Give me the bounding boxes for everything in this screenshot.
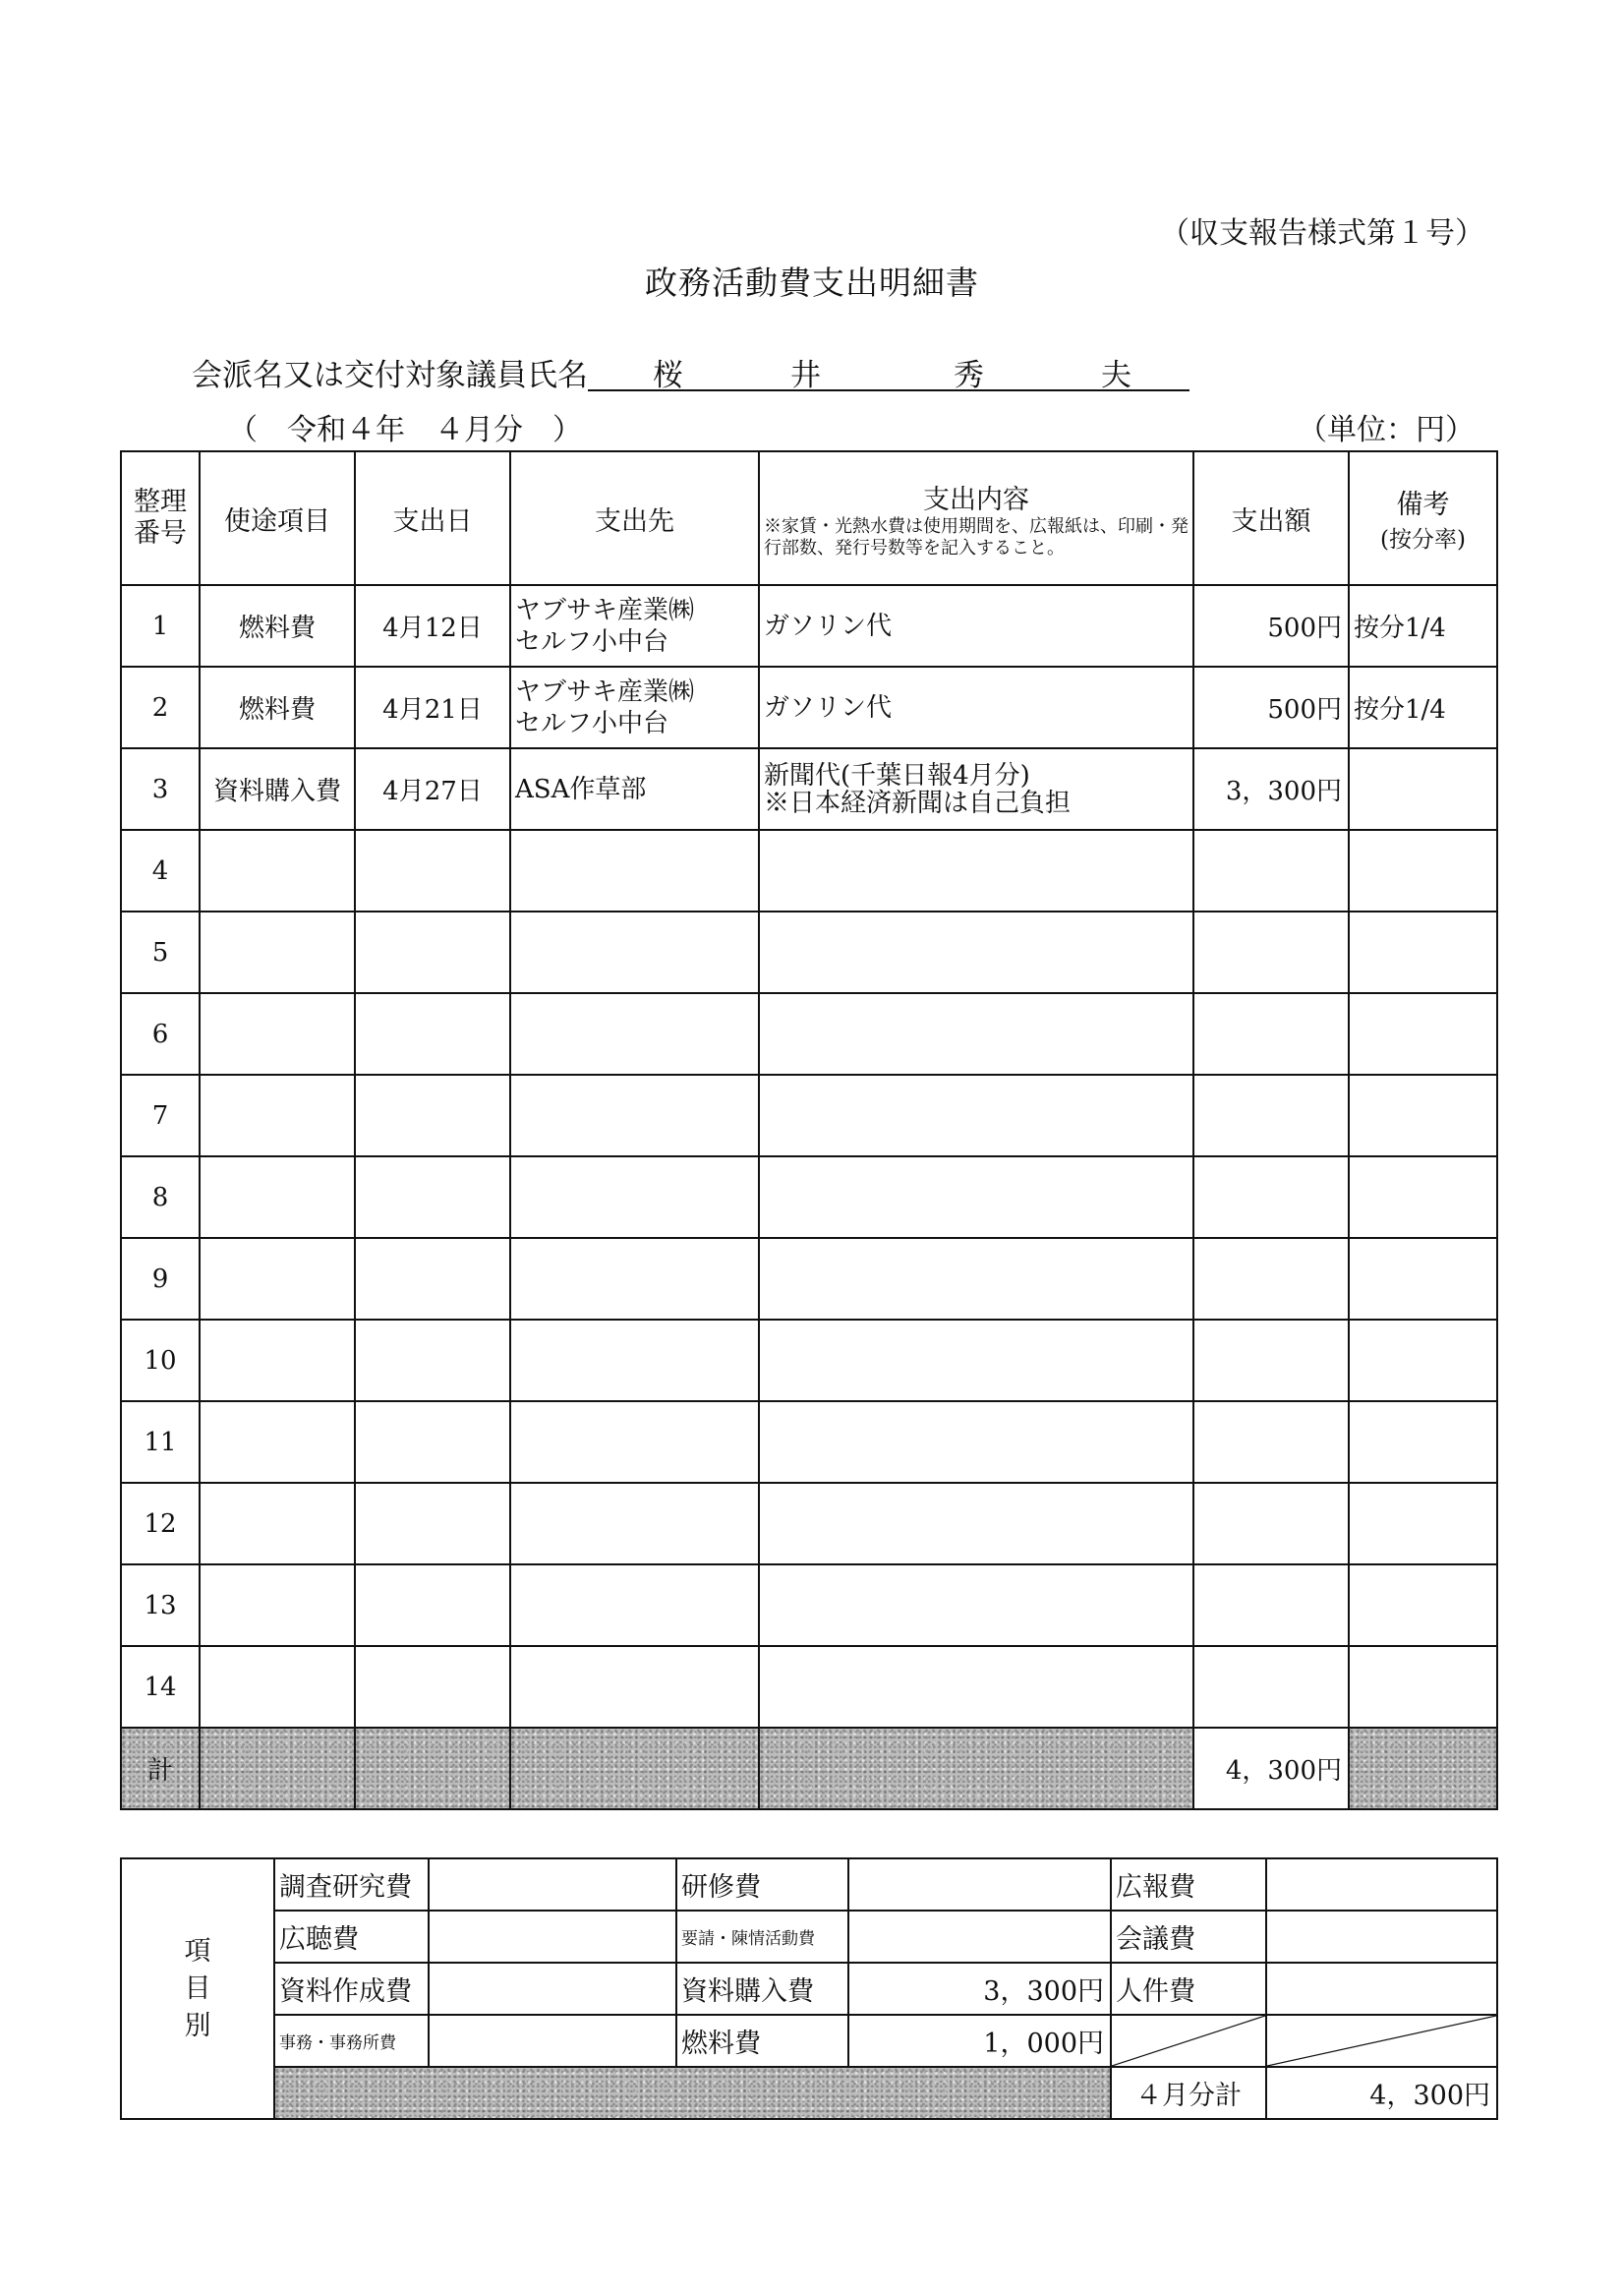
- row-amount: 3，300円: [1193, 748, 1349, 830]
- row-number: 11: [121, 1401, 200, 1483]
- row-amount: [1193, 1564, 1349, 1646]
- currency-unit: （単位：円）: [1298, 413, 1475, 447]
- row-remarks: [1349, 1646, 1497, 1728]
- row-date: [355, 1156, 510, 1238]
- table-row: [121, 667, 1497, 748]
- row-content: ガソリン代: [759, 667, 1193, 748]
- diagonal-strike-cell: [1111, 2015, 1266, 2067]
- header-remarks-title: 備考: [1396, 490, 1450, 520]
- row-date: [355, 1320, 510, 1401]
- row-number: 4: [121, 830, 200, 912]
- table-row: [121, 748, 1497, 830]
- summary-research-label: 調査研究費: [274, 1858, 429, 1911]
- member-name-char: 秀: [954, 358, 984, 393]
- row-remarks: [1349, 1564, 1497, 1646]
- table-row: [121, 1646, 1497, 1728]
- row-amount: [1193, 993, 1349, 1075]
- row-number: 10: [121, 1320, 200, 1401]
- row-date: 4月12日: [355, 585, 510, 667]
- row-number: 12: [121, 1483, 200, 1564]
- row-remarks: [1349, 912, 1497, 993]
- table-row: [121, 1564, 1497, 1646]
- row-content: [759, 1564, 1193, 1646]
- diagonal-strike-cell: [1266, 2015, 1497, 2067]
- page-title: 政務活動費支出明細書: [645, 264, 979, 302]
- row-remarks: 按分1/4: [1349, 585, 1497, 667]
- member-name-char: 夫: [1101, 358, 1131, 393]
- row-payee: [510, 1401, 759, 1483]
- row-number: 9: [121, 1238, 200, 1320]
- shaded-cell: [355, 1728, 510, 1809]
- header-number: 整理番号: [121, 451, 200, 585]
- row-category: 資料購入費: [200, 748, 355, 830]
- form-number: （収支報告様式第１号）: [1160, 216, 1484, 251]
- row-content: ガソリン代: [759, 585, 1193, 667]
- row-payee: ヤブサキ産業㈱ セルフ小中台: [510, 667, 759, 748]
- total-amount: 4，300円: [1193, 1728, 1349, 1809]
- row-date: [355, 993, 510, 1075]
- row-date: [355, 912, 510, 993]
- row-date: [355, 1483, 510, 1564]
- member-name-char: 桜: [653, 358, 683, 393]
- row-date: 4月27日: [355, 748, 510, 830]
- row-category: [200, 830, 355, 912]
- row-number: 2: [121, 667, 200, 748]
- row-content: [759, 1401, 1193, 1483]
- row-remarks: [1349, 993, 1497, 1075]
- row-number: 5: [121, 912, 200, 993]
- row-amount: [1193, 830, 1349, 912]
- row-amount: [1193, 912, 1349, 993]
- summary-shaded-area: [274, 2067, 1111, 2119]
- header-content-note: ※家賃・光熱水費は使用期間を、広報紙は、印刷・発行部数、発行号数等を記入すること。: [764, 515, 1189, 559]
- header-date: 支出日: [355, 451, 510, 585]
- row-remarks: [1349, 1156, 1497, 1238]
- shaded-cell: [200, 1728, 355, 1809]
- row-amount: [1193, 1401, 1349, 1483]
- row-remarks: [1349, 1320, 1497, 1401]
- row-content: [759, 1156, 1193, 1238]
- row-category: [200, 1646, 355, 1728]
- row-payee: [510, 830, 759, 912]
- faction-label: 会派名又は交付対象議員氏名: [192, 358, 588, 393]
- summary-petition-label: 要請・陳情活動費: [676, 1911, 848, 1963]
- row-payee: ASA作草部: [510, 748, 759, 830]
- table-row: [121, 993, 1497, 1075]
- shaded-cell: [759, 1728, 1193, 1809]
- table-row: [121, 1156, 1497, 1238]
- row-category: 燃料費: [200, 667, 355, 748]
- row-amount: [1193, 1483, 1349, 1564]
- table-row: [121, 912, 1497, 993]
- row-category: [200, 1320, 355, 1401]
- row-category: [200, 993, 355, 1075]
- summary-office-label: 事務・事務所費: [274, 2015, 429, 2067]
- row-payee: [510, 1646, 759, 1728]
- row-remarks: [1349, 1401, 1497, 1483]
- header-content-title: 支出内容: [923, 484, 1029, 515]
- row-remarks: [1349, 1483, 1497, 1564]
- header-remarks-sub: (按分率): [1380, 527, 1466, 553]
- summary-publicity-label: 広報費: [1111, 1858, 1266, 1911]
- member-name-char: 井: [790, 358, 821, 393]
- row-payee: ヤブサキ産業㈱ セルフ小中台: [510, 585, 759, 667]
- table-row: [121, 1401, 1497, 1483]
- summary-materials-purchase-value: 3，300円: [848, 1963, 1111, 2015]
- row-amount: [1193, 1320, 1349, 1401]
- table-row: [121, 1483, 1497, 1564]
- row-remarks: [1349, 748, 1497, 830]
- summary-petition-value: [848, 1911, 1111, 1963]
- row-category: [200, 1156, 355, 1238]
- row-payee: [510, 1483, 759, 1564]
- table-row: [121, 830, 1497, 912]
- category-summary-table: [120, 1857, 1498, 2120]
- row-date: 4月21日: [355, 667, 510, 748]
- row-date: [355, 1401, 510, 1483]
- row-category: [200, 1564, 355, 1646]
- row-content: 新聞代(千葉日報4月分) ※日本経済新聞は自己負担: [759, 748, 1193, 830]
- row-content: [759, 1075, 1193, 1156]
- row-remarks: 按分1/4: [1349, 667, 1497, 748]
- summary-meeting-value: [1266, 1911, 1497, 1963]
- summary-fuel-label: 燃料費: [676, 2015, 848, 2067]
- summary-personnel-value: [1266, 1963, 1497, 2015]
- member-name: [588, 350, 1189, 391]
- row-content: [759, 1646, 1193, 1728]
- row-payee: [510, 1320, 759, 1401]
- row-category: [200, 1401, 355, 1483]
- summary-materials-making-label: 資料作成費: [274, 1963, 429, 2015]
- row-amount: [1193, 1075, 1349, 1156]
- summary-materials-making-value: [429, 1963, 676, 2015]
- row-content: [759, 993, 1193, 1075]
- header-content: [759, 451, 1193, 585]
- total-row: [121, 1728, 1497, 1809]
- row-amount: [1193, 1156, 1349, 1238]
- row-category: [200, 1483, 355, 1564]
- summary-fuel-value: 1，000円: [848, 2015, 1111, 2067]
- summary-hearing-value: [429, 1911, 676, 1963]
- row-content: [759, 1483, 1193, 1564]
- row-category: [200, 1075, 355, 1156]
- header-payee: 支出先: [510, 451, 759, 585]
- row-number: 13: [121, 1564, 200, 1646]
- row-amount: 500円: [1193, 667, 1349, 748]
- summary-personnel-label: 人件費: [1111, 1963, 1266, 2015]
- row-content: [759, 912, 1193, 993]
- summary-materials-purchase-label: 資料購入費: [676, 1963, 848, 2015]
- row-category: [200, 1238, 355, 1320]
- row-number: 8: [121, 1156, 200, 1238]
- row-payee: [510, 1156, 759, 1238]
- summary-meeting-label: 会議費: [1111, 1911, 1266, 1963]
- row-number: 7: [121, 1075, 200, 1156]
- summary-research-value: [429, 1858, 676, 1911]
- row-number: 14: [121, 1646, 200, 1728]
- row-amount: 500円: [1193, 585, 1349, 667]
- shaded-cell: [510, 1728, 759, 1809]
- row-amount: [1193, 1646, 1349, 1728]
- row-date: [355, 830, 510, 912]
- row-date: [355, 1646, 510, 1728]
- row-content: [759, 1320, 1193, 1401]
- row-content: [759, 830, 1193, 912]
- row-remarks: [1349, 1075, 1497, 1156]
- row-payee: [510, 993, 759, 1075]
- summary-hearing-label: 広聴費: [274, 1911, 429, 1963]
- month-total-label: ４月分計: [1111, 2067, 1266, 2119]
- row-content: [759, 1238, 1193, 1320]
- row-number: 3: [121, 748, 200, 830]
- row-category: [200, 912, 355, 993]
- row-category: 燃料費: [200, 585, 355, 667]
- shaded-cell: [1349, 1728, 1497, 1809]
- header-remarks: [1349, 451, 1497, 585]
- month-total-value: 4，300円: [1266, 2067, 1497, 2119]
- table-header-row: [121, 451, 1497, 585]
- row-date: [355, 1075, 510, 1156]
- row-date: [355, 1238, 510, 1320]
- row-payee: [510, 1564, 759, 1646]
- row-number: 1: [121, 585, 200, 667]
- summary-training-value: [848, 1858, 1111, 1911]
- table-row: [121, 585, 1497, 667]
- row-remarks: [1349, 830, 1497, 912]
- row-payee: [510, 912, 759, 993]
- header-amount: 支出額: [1193, 451, 1349, 585]
- row-number: 6: [121, 993, 200, 1075]
- row-amount: [1193, 1238, 1349, 1320]
- table-row: [121, 1238, 1497, 1320]
- row-date: [355, 1564, 510, 1646]
- table-row: [121, 1320, 1497, 1401]
- report-period: （ 令和４年 ４月分 ）: [228, 413, 582, 447]
- summary-office-value: [429, 2015, 676, 2067]
- header-category: 使途項目: [200, 451, 355, 585]
- summary-training-label: 研修費: [676, 1858, 848, 1911]
- summary-side-label: 項目別: [121, 1858, 274, 2119]
- row-payee: [510, 1238, 759, 1320]
- row-remarks: [1349, 1238, 1497, 1320]
- summary-publicity-value: [1266, 1858, 1497, 1911]
- row-payee: [510, 1075, 759, 1156]
- expenditure-table: [120, 450, 1498, 1810]
- total-label: 計: [121, 1728, 200, 1809]
- table-row: [121, 1075, 1497, 1156]
